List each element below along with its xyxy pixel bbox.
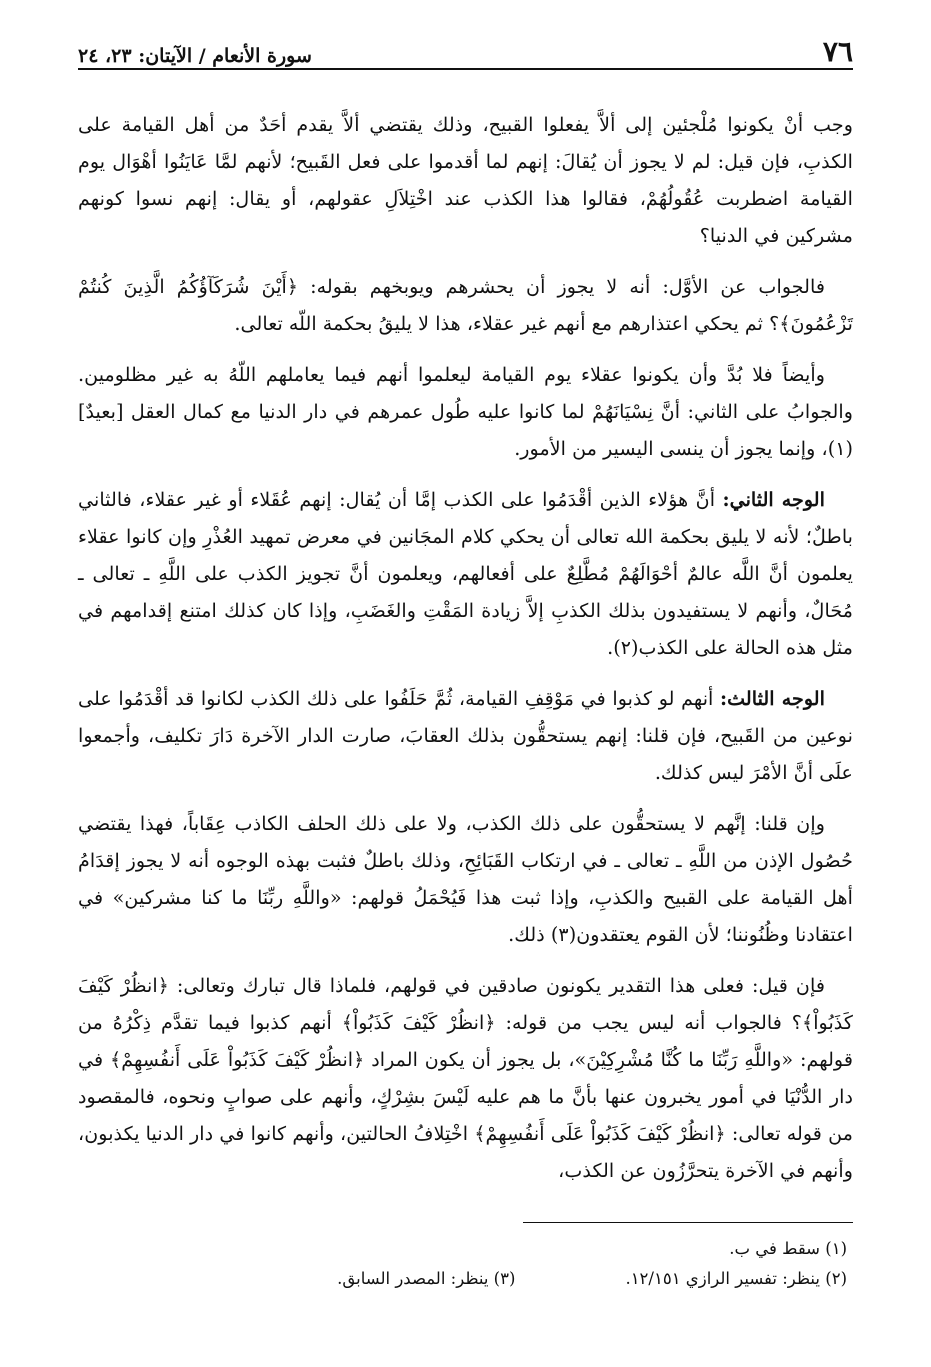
paragraph-5: فإن قيل: فعلى هذا التقدير يكونون صادقين في قولهم، فلماذا قال تبارك وتعالى: ﴿انظُرْ كَيْفَ كَذَبُواْ﴾؟ فالجواب أنه ليس يجب من قوله: ﴿انظُرْ كَيْفَ كَذَبُواْ﴾ أنهم كذبوا فيما تقدَّم ذِكْرُهُ من قولهم: «واللَّهِ رَبِّنَا ما كُنَّا مُشْرِكِيْنَ»، بل يجوز أن يكون المراد ﴿انظُرْ كَيْفَ كَذَبُواْ عَلَى أَنفُسِهِمْ﴾ في دار الدُّنْيَا في أمور يخبرون عنها بأنَّ ما هم عليه لَيْسَ بشِرْكٍ، وأنهم على صوابٍ ونحوه، فالمقصود من قوله تعالى: ﴿انظُرْ كَيْفَ كَذَبُواْ عَلَى أَنفُسِهِمْ﴾ اخْتِلافُ الحالتين، وأنهم كانوا في دار الدنيا يكذبون، وأنهم في الآخرة يتحرَّزُون عن الكذب،	[78, 974, 853, 1182]
section-third-aspect	[78, 680, 853, 791]
paragraph-2: فالجواب عن الأوَّل: أنه لا يجوز أن يحشرهم ويوبخهم بقوله: ﴿أَيْنَ شُرَكَآؤُكُمُ الَّذِينَ كُنتُمْ تَزْعُمُونَ﴾؟ ثم يحكي اعتذارهم مع أنهم غير عقلاء، هذا لا يليقُ بحكمة اللّه تعالى.	[78, 275, 853, 335]
footnote-2: (٢) ينظر: تفسير الرازي ١٢/١٥١.	[625, 1269, 847, 1288]
paragraph-3: وأيضاً فلا بُدَّ وأن يكونوا عقلاء يوم القيامة ليعلموا أنهم فيما يعاملهم اللّهُ به غير مظلومين. والجوابُ على الثاني: أنَّ نِسْيَانَهُمْ لما كانوا عليه طُول عمرهم في دار الدنيا مع كمال العقل [بعيدٌ](١)، وإنما يجوز أن ينسى اليسير من الأمور.	[78, 363, 853, 460]
section-heading: الوجه الثالث:	[719, 687, 825, 710]
footnote-divider	[523, 1222, 853, 1223]
page-number: ٧٦	[822, 35, 853, 68]
footnote-row	[78, 1264, 847, 1294]
section-text: أنهم لو كذبوا في مَوْقِفِ القيامة، ثُمَّ حَلَفُوا على ذلك الكذب لكانوا قد أقْدَمُوا على نوعين من القَبيح، فإن قلنا: إنهم يستحقُّون بذلك العقابَ، صارت الدار الآخرة دَارَ تكليف، وأجمعوا علَى أنَّ الأمْرَ ليس كذلك.	[78, 687, 853, 784]
header-title: سورة الأنعام / الآيتان: ٢٣، ٢٤	[78, 45, 312, 67]
paragraph-1: وجب أنْ يكونوا مُلْجئين إلى ألاَّ يفعلوا القبيح، وذلك يقتضي ألاَّ يقدم أحَدٌ من أهل القيامة على الكذبِ، فإن قيل: لم لا يجوز أن يُقالَ: إنهم لما أقدموا على فعل القَبيح؛ لأنهم لمَّا عَايَنُوا أهْوَال يوم القيامة اضطربت عُقُولُهُمْ، فقالوا هذا الكذب عند اخْتِلاَلِ عقولهم، أو يقال: إنهم نسوا كونهم مشركين في الدنيا؟	[78, 113, 853, 247]
footnote-1: (١) سقط في ب.	[729, 1239, 847, 1258]
footnote-3: (٣) ينظر: المصدر السابق.	[337, 1269, 516, 1288]
section-heading: الوجه الثاني:	[722, 488, 825, 511]
running-head	[78, 30, 853, 70]
main-text	[78, 106, 853, 1189]
section-second-aspect	[78, 481, 853, 666]
footnotes	[78, 1234, 847, 1294]
section-text: أنَّ هؤلاء الذين أقْدَمُوا على الكذب إمَّا أن يُقال: إنهم عُقَلاء أو غير عقلاء، فالثاني باطلٌ؛ لأنه لا يليق بحكمة الله تعالى أن يحكي كلام المجَانين في معرض تمهيد العُذْرِ وإن كانوا عقلاء يعلمون أنَّ اللَّه عالمٌ أحْوَالَهُمْ مُطَّلِعٌ على أفعالهم، ويعلمون أنَّ تجويز الكذب على اللَّهِ ـ تعالى ـ مُحَالٌ، وأنهم لا يستفيدون بذلك الكذبِ إلاَّ زيادة المَقْتِ والغَضَبِ، وإذا كان كذلك امتنع إقدامهم في مثل هذه الحالة على الكذب(٢).	[78, 488, 853, 659]
paragraph-4: وإن قلنا: إنَّهم لا يستحقُّون على ذلك الكذب، ولا على ذلك الحلف الكاذب عِقَاباً، فهذا يقتضي حُصُول الإذن من اللَّهِ ـ تعالى ـ في ارتكاب القَبَائِحِ، وذلك باطلٌ فثبت بهذه الوجوه أنه لا يجوز إقدَامُ أهل القيامة على القبيح والكذبِ، وإذا ثبت هذا فَيُحْمَلُ قولهم: «واللَّهِ ربِّنَا ما كنا مشركين» في اعتقادنا وظُنُوننا؛ لأن القوم يعتقدون(٣) ذلك.	[78, 812, 853, 946]
